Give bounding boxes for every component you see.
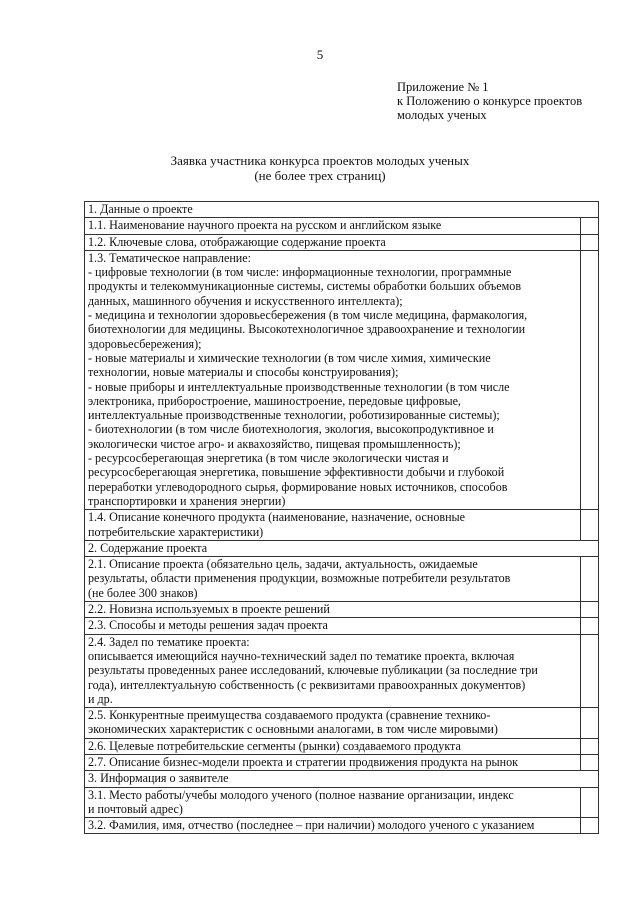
row-value-cell[interactable] bbox=[581, 218, 599, 234]
form-row bbox=[85, 250, 599, 509]
row-label-cell bbox=[85, 234, 581, 250]
row-value-cell[interactable] bbox=[581, 818, 599, 834]
row-label-line: экологически чистое агро- и аквахозяйство, пищевая промышленность); bbox=[88, 436, 461, 451]
row-label-line: продукты и телекоммуникационные системы, системы обработки больших объемов bbox=[88, 279, 522, 294]
form-title-line: Заявка участника конкурса проектов молодых ученых bbox=[170, 153, 470, 168]
row-label-line: - новые материалы и химические технологии (в том числе химия, химические bbox=[88, 350, 491, 365]
row-label-line: - медицина и технологии здоровьесбережения (в том числе медицина, фармакология, bbox=[88, 308, 528, 323]
row-label-line: - ресурсосберегающая энергетика (в том числе экологически чистая и bbox=[88, 451, 449, 466]
row-label-line: результаты проведенных ранее исследований, ключевые публикации (за последние три bbox=[88, 663, 538, 678]
row-label-line: и почтовый адрес) bbox=[88, 801, 183, 816]
row-label-line: 1.3. Тематическое направление: bbox=[88, 250, 251, 265]
row-label-cell bbox=[85, 708, 581, 739]
row-label-line: 2.2. Новизна используемых в проекте решений bbox=[88, 602, 330, 617]
row-label-line: (не более 300 знаков) bbox=[88, 585, 198, 600]
form-row bbox=[85, 510, 599, 541]
row-label-line: 3.1. Место работы/учебы молодого ученого (полное название организации, индекс bbox=[88, 787, 514, 802]
row-label-line: и др. bbox=[88, 691, 113, 706]
row-label-line: транспортировки и хранения энергии) bbox=[88, 493, 286, 508]
form-row bbox=[85, 218, 599, 234]
form-title-line: (не более трех страниц) bbox=[254, 168, 386, 183]
row-label-line: 2.5. Конкурентные преимущества создаваемого продукта (сравнение технико- bbox=[88, 708, 491, 723]
row-label-line: технологии, новые материалы и способы конструирования); bbox=[88, 365, 399, 380]
form-row bbox=[85, 754, 599, 770]
row-value-cell[interactable] bbox=[581, 787, 599, 818]
page-number: 5 bbox=[316, 47, 324, 62]
row-value-cell[interactable] bbox=[581, 708, 599, 739]
appendix-line: молодых ученых bbox=[397, 108, 487, 122]
row-label-line: 1.4. Описание конечного продукта (наименование, назначение, основные bbox=[88, 510, 466, 525]
row-label-line: 1.1. Наименование научного проекта на русском и английском языке bbox=[88, 218, 442, 233]
row-label-line: экономических характеристик с основными аналогами, в том числе мировыми) bbox=[88, 722, 498, 737]
row-label-cell bbox=[85, 250, 581, 509]
row-label-line: результаты, области применения продукции, возможные потребители результатов bbox=[88, 571, 511, 586]
form-row bbox=[85, 787, 599, 818]
row-label-cell bbox=[85, 618, 581, 634]
form-row bbox=[85, 634, 599, 707]
row-label-line: - цифровые технологии (в том числе: информационные технологии, программные bbox=[88, 265, 512, 280]
row-label-cell bbox=[85, 738, 581, 754]
row-value-cell[interactable] bbox=[581, 634, 599, 707]
row-label-cell bbox=[85, 602, 581, 618]
row-label-line: интеллектуальные производственные технологии, роботизированные системы); bbox=[88, 408, 500, 423]
row-label-cell bbox=[85, 818, 581, 834]
form-row bbox=[85, 234, 599, 250]
form-row bbox=[85, 557, 599, 602]
form-row bbox=[85, 738, 599, 754]
row-label-line: электроника, приборостроение, машиностроение, передовые цифровые, bbox=[88, 393, 461, 408]
row-value-cell[interactable] bbox=[581, 234, 599, 250]
row-label-cell bbox=[85, 754, 581, 770]
section-header-row bbox=[85, 202, 599, 218]
row-label-line: - биотехнологии (в том числе биотехнология, экология, высокопродуктивное и bbox=[88, 422, 494, 437]
row-label-line: 2.3. Способы и методы решения задач проекта bbox=[88, 618, 328, 633]
row-label-cell bbox=[85, 540, 599, 556]
row-label-cell bbox=[85, 218, 581, 234]
row-label-line: - новые приборы и интеллектуальные производственные технологии (в том числе bbox=[88, 379, 510, 394]
row-value-cell[interactable] bbox=[581, 618, 599, 634]
row-label-line: 2.1. Описание проекта (обязательно цель, задачи, актуальность, ожидаемые bbox=[88, 557, 478, 572]
row-label-line: 1.2. Ключевые слова, отображающие содержание проекта bbox=[88, 234, 386, 249]
row-label-line: описывается имеющийся научно-технический задел по тематике проекта, включая bbox=[88, 648, 515, 663]
row-value-cell[interactable] bbox=[581, 754, 599, 770]
row-value-cell[interactable] bbox=[581, 602, 599, 618]
form-row bbox=[85, 602, 599, 618]
row-value-cell[interactable] bbox=[581, 738, 599, 754]
row-label-cell bbox=[85, 202, 599, 218]
row-label-cell bbox=[85, 787, 581, 818]
row-label-line: биотехнологии для медицины. Высокотехнологичное здравоохранение и технологии bbox=[88, 322, 526, 337]
form-table-body bbox=[85, 202, 599, 834]
row-label-line: 2.4. Задел по тематике проекта: bbox=[88, 634, 250, 649]
row-label-line: 3. Информация о заявителе bbox=[88, 771, 229, 786]
row-label-cell bbox=[85, 510, 581, 541]
row-value-cell[interactable] bbox=[581, 557, 599, 602]
form-row bbox=[85, 708, 599, 739]
row-label-line: года), интеллектуальную собственность (с реквизитами правоохранных документов) bbox=[88, 677, 526, 692]
appendix-line: к Положению о конкурсе проектов bbox=[397, 94, 583, 108]
row-label-line: здоровьесбережения); bbox=[88, 336, 202, 351]
form-row bbox=[85, 618, 599, 634]
row-label-line: 3.2. Фамилия, имя, отчество (последнее – при наличии) молодого ученого с указанием bbox=[88, 818, 535, 833]
row-label-line: переработки углеводородного сырья, формирование новых источников, способов bbox=[88, 479, 508, 494]
row-label-line: данных, машинного обучения и искусственного интеллекта); bbox=[88, 293, 403, 308]
form-row bbox=[85, 818, 599, 834]
appendix-line: Приложение № 1 bbox=[397, 80, 489, 94]
row-label-cell bbox=[85, 557, 581, 602]
appendix-header bbox=[397, 80, 632, 122]
row-label-cell bbox=[85, 634, 581, 707]
row-label-line: ресурсосберегающая энергетика, повышение эффективности добычи и глубокой bbox=[88, 465, 505, 480]
section-header-row bbox=[85, 540, 599, 556]
row-label-cell bbox=[85, 771, 599, 787]
row-value-cell[interactable] bbox=[581, 250, 599, 509]
application-form-table bbox=[84, 201, 599, 834]
form-title bbox=[0, 153, 640, 183]
row-label-line: 1. Данные о проекте bbox=[88, 202, 193, 216]
row-label-line: потребительские характеристики) bbox=[88, 524, 264, 539]
row-label-line: 2. Содержание проекта bbox=[88, 540, 208, 555]
row-label-line: 2.7. Описание бизнес-модели проекта и стратегии продвижения продукта на рынок bbox=[88, 754, 519, 769]
section-header-row bbox=[85, 771, 599, 787]
row-value-cell[interactable] bbox=[581, 510, 599, 541]
row-label-line: 2.6. Целевые потребительские сегменты (рынки) создаваемого продукта bbox=[88, 738, 461, 753]
